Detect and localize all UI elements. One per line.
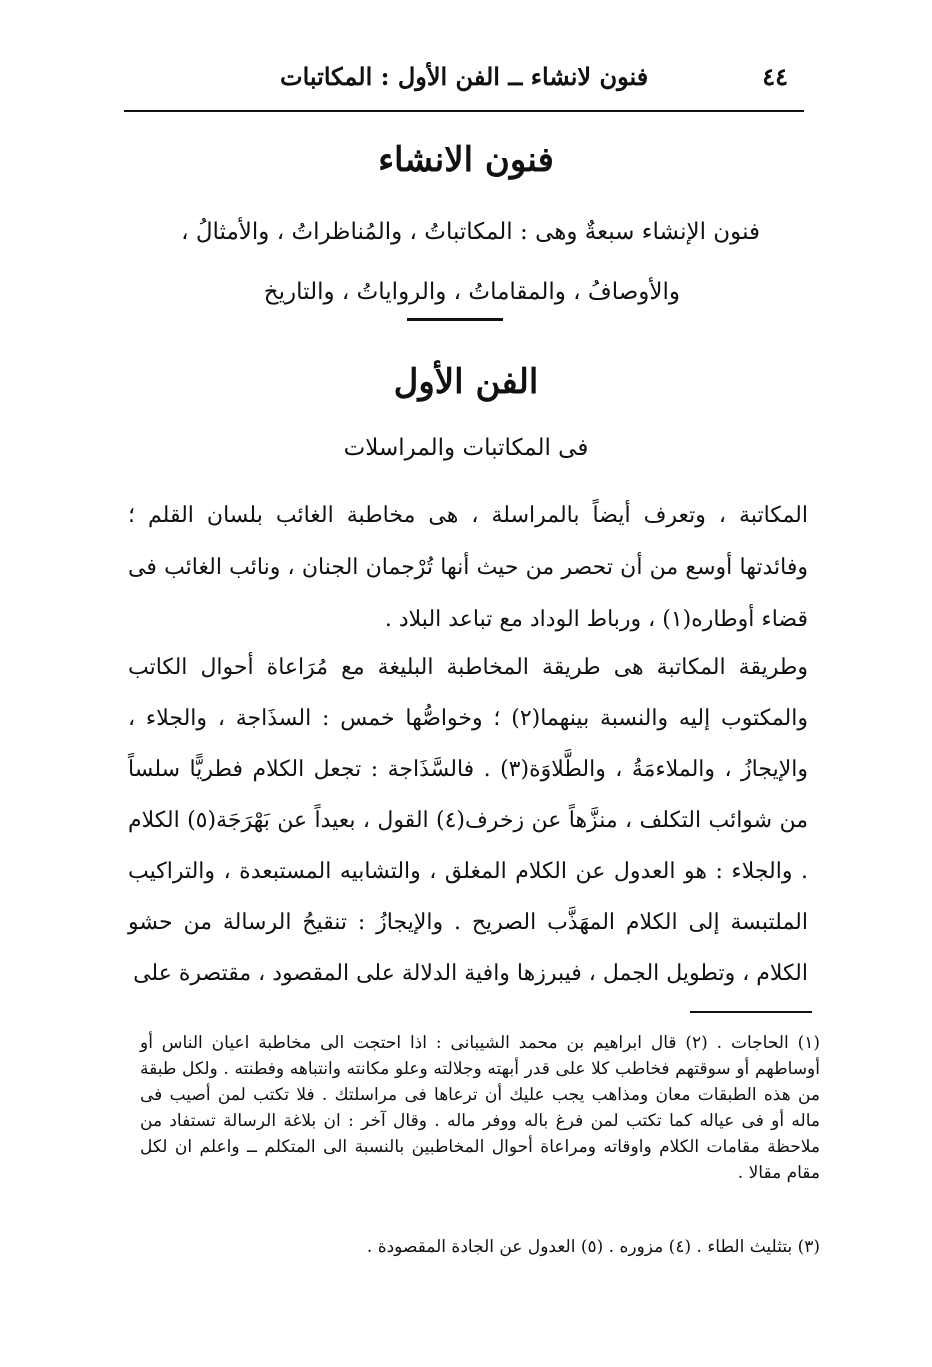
section-divider: [407, 318, 503, 321]
chapter-title: الفن الأول: [393, 362, 539, 402]
page-number: ٤٤: [762, 62, 788, 91]
header-rule: [124, 110, 804, 112]
footnotes-main: (١) الحاجات . (٢) قال ابراهيم بن محمد الشيبانى : اذا احتجت الى مخاطبة اعيان الناس أو أوساطهم أو سوقتهم فخاطب كلا على قدر أبهته وجلالته وعلو مكانته وانتباهه وفطنته . ولكل طبقة من هذه الطبقات معان ومذاهب يجب عليك أن ترعاها فى مراسلتك . فلا تكتب لمن أصيب فى ماله أو فى عياله كما تكتب لمن فرغ باله ووفر ماله . وقال آخر : ان بلاغة الرسالة تستفاد من ملاحظة مقامات الكلام واوقاته ومراعاة أحوال المخاطبين بالنسبة الى المتكلم ــ واعلم ان لكل مقام مقالا .: [140, 1033, 820, 1183]
running-title: فنون لانشاء ــ الفن الأول : المكاتبات: [280, 62, 649, 91]
chapter-subtitle: فى المكاتبات والمراسلات: [343, 435, 589, 461]
running-header: [130, 58, 800, 102]
intro-line-2: والأوصافُ ، والمقاماتُ ، والرواياتُ ، والتاريخ: [263, 279, 680, 305]
intro-line-1: فنون الإنشاء سبعةٌ وهى : المكاتباتُ ، والمُناظراتُ ، والأمثالُ ،: [181, 219, 760, 245]
section-title: فنون الانشاء: [378, 140, 554, 180]
paragraph-1: المكاتبة ، وتعرف أيضاً بالمراسلة ، هى مخاطبة الغائب بلسان القلم ؛ وفائدتها أوسع من أن تحصر من حيث أنها تُرْجمان الجنان ، ونائب الغائب فى قضاء أوطاره(١) ، ورباط الوداد مع تباعد البلاد .: [128, 503, 808, 632]
paragraph-2: وطريقة المكاتبة هى طريقة المخاطبة البليغة مع مُرَاعاة أحوال الكاتب والمكتوب إليه والنسبة بينهما(٢) ؛ وخواصُّها خمس : السذَاجة ، والجلاء ، والإيجازُ ، والملاءمَةُ ، والطَّلاوَة(٣) . فالسَّذَاجة : تجعل الكلام فطريًّا سلساً من شوائب التكلف ، منزَّهاً عن زخرف(٤) القول ، بعيداً عن بَهْرَجَة(٥) الكلام . والجلاء : هو العدول عن الكلام المغلق ، والتشابيه المستبعدة ، والتراكيب الملتبسة إلى الكلام المهَذَّب الصريح . والإيجازُ : تنقيحُ الرسالة من حشو الكلام ، وتطويل الجمل ، فيبرزها وافية الدلالة على المقصود ، مقتصرة على: [128, 655, 808, 986]
footnotes-extra: (٣) بتثليث الطاء . (٤) مزوره . (٥) العدول عن الجادة المقصودة .: [366, 1237, 820, 1257]
intro-text: [110, 202, 760, 322]
footnote-rule: [690, 1011, 812, 1013]
